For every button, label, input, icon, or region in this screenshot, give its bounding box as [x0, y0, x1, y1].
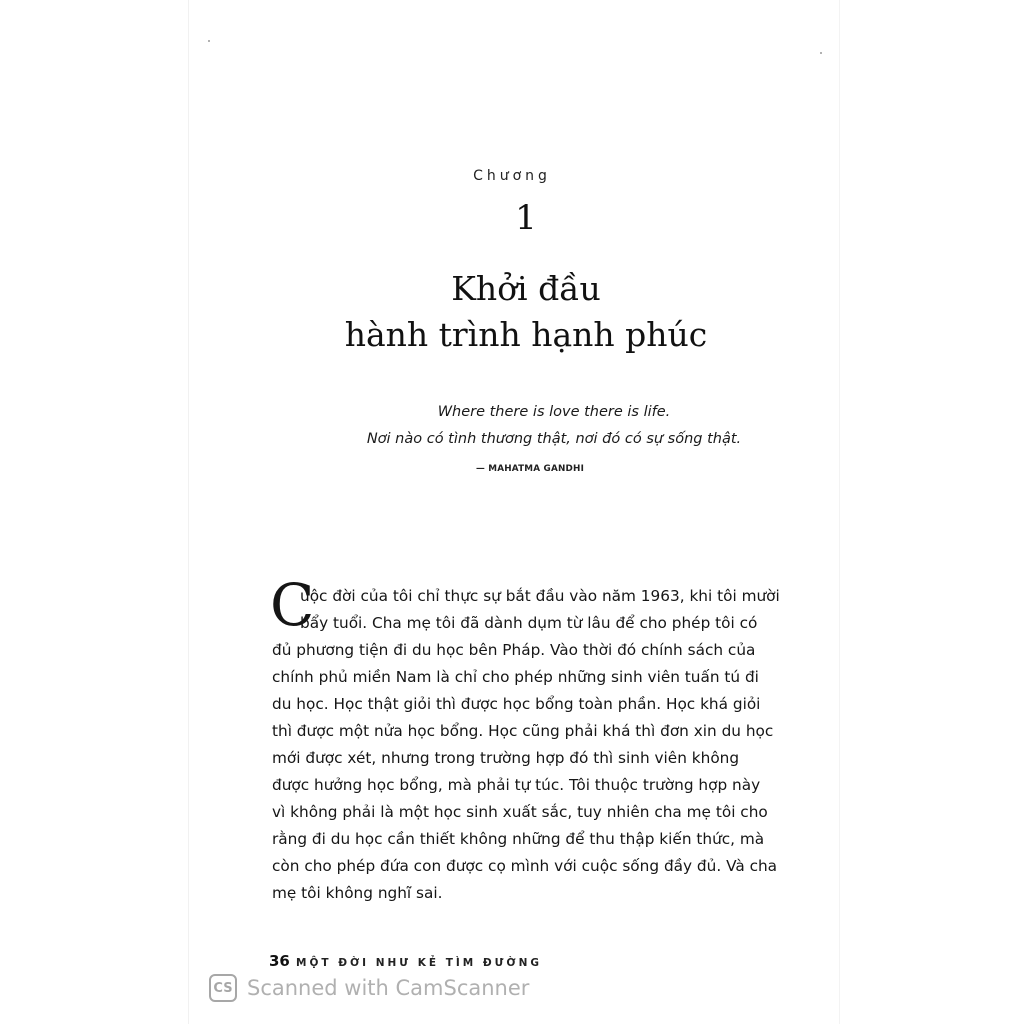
chapter-title-line-1: Khởi đầu — [451, 269, 601, 308]
body-line: chính phủ miền Nam là chỉ cho phép những sinh viên tuấn tú đi — [272, 668, 759, 686]
watermark-text: Scanned with CamScanner — [247, 976, 530, 1000]
epigraph-english: Where there is love there is life. — [437, 404, 671, 420]
chapter-title — [0, 266, 1024, 358]
body-line: vì không phải là một học sinh xuất sắc, tuy nhiên cha mẹ tôi cho — [272, 803, 768, 821]
epigraph-vietnamese: Nơi nào có tình thương thật, nơi đó có sự sống thật. — [366, 431, 742, 447]
chapter-label: Chương — [473, 168, 551, 184]
epigraph-attribution: — MAHATMA GANDHI — [476, 464, 585, 474]
scan-speck — [208, 40, 210, 42]
body-line: uộc đời của tôi chỉ thực sự bắt đầu vào năm 1963, khi tôi mười — [300, 587, 780, 605]
epigraph — [0, 399, 1024, 453]
body-line: thì được một nửa học bổng. Học cũng phải khá thì đơn xin du học — [272, 722, 774, 740]
body-line: rằng đi du học cần thiết không những để thu thập kiến thức, mà — [272, 830, 765, 848]
page-number: 36 — [269, 952, 290, 970]
camscanner-logo-icon: CS — [209, 974, 237, 1002]
body-line: được hưởng học bổng, mà phải tự túc. Tôi thuộc trường hợp này — [272, 776, 761, 794]
chapter-number: 1 — [515, 198, 537, 238]
camscanner-watermark — [209, 972, 529, 1004]
body-paragraph — [272, 583, 780, 907]
body-line: mẹ tôi không nghĩ sai. — [272, 884, 443, 902]
scan-speck — [820, 52, 822, 54]
body-line: đủ phương tiện đi du học bên Pháp. Vào thời đó chính sách của — [272, 641, 756, 659]
body-line: mới được xét, nhưng trong trường hợp đó thì sinh viên không — [272, 749, 740, 767]
body-line: du học. Học thật giỏi thì được học bổng toàn phần. Học khá giỏi — [272, 695, 761, 713]
body-line: bẩy tuổi. Cha mẹ tôi đã dành dụm từ lâu để cho phép tôi có — [300, 614, 758, 632]
drop-cap: C — [270, 571, 315, 639]
chapter-title-line-2: hành trình hạnh phúc — [344, 315, 708, 354]
running-book-title: MỘT ĐỜI NHƯ KẺ TÌM ĐƯỜNG — [296, 957, 543, 969]
body-line: còn cho phép đứa con được cọ mình với cuộc sống đầy đủ. Và cha — [272, 857, 778, 875]
